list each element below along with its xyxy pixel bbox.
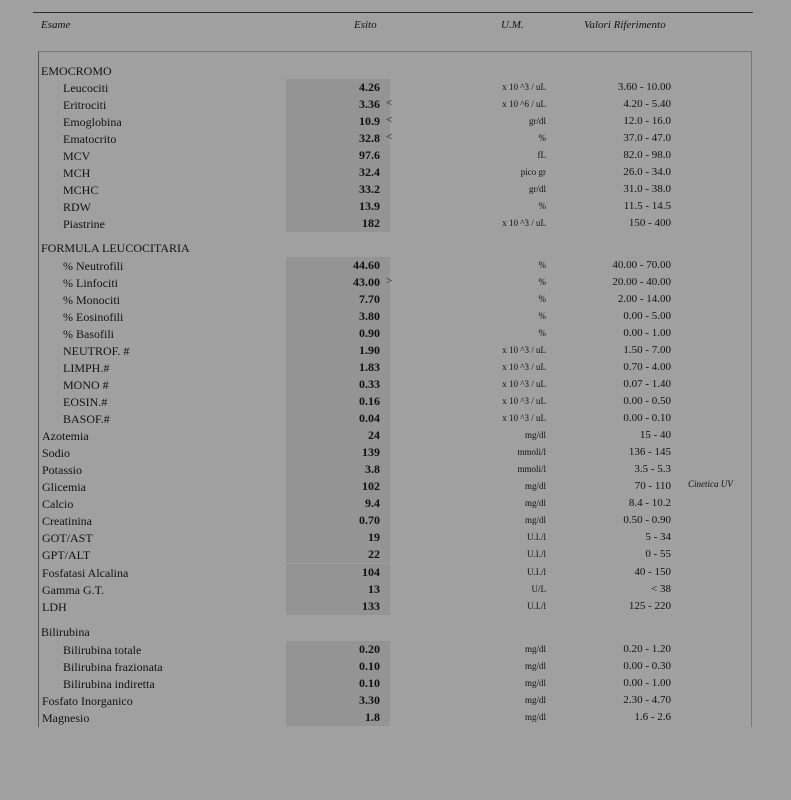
reference-range: 11.5 - 14.5 <box>623 200 671 212</box>
result-value: 10.9 <box>359 114 380 128</box>
test-name: Potassio <box>42 463 83 477</box>
test-name: Ematocrito <box>63 132 117 146</box>
result-row <box>0 198 791 215</box>
unit-of-measure: U.I./l <box>527 549 546 559</box>
header-exam: Esame <box>41 19 71 31</box>
reference-range: 2.30 - 4.70 <box>623 694 671 706</box>
result-value: 4.26 <box>359 80 380 94</box>
result-row <box>0 274 791 291</box>
test-name: LIMPH.# <box>63 361 110 375</box>
test-name: EOSIN.# <box>63 395 108 409</box>
reference-range: 40.00 - 70.00 <box>612 259 671 271</box>
unit-of-measure: U.I./l <box>527 601 546 611</box>
result-value: 182 <box>362 216 380 230</box>
result-value: 24 <box>368 428 380 442</box>
unit-of-measure: mmoli/l <box>517 464 546 474</box>
test-name: Bilirubina indiretta <box>63 677 155 691</box>
result-value: 104 <box>362 565 380 579</box>
result-value: 22 <box>368 547 380 561</box>
reference-range: 0 - 55 <box>645 548 671 560</box>
reference-range: 125 - 220 <box>628 600 671 612</box>
result-value: 97.6 <box>359 148 380 162</box>
result-row <box>0 495 791 512</box>
result-row <box>0 546 791 563</box>
result-row <box>0 147 791 164</box>
result-row <box>0 658 791 675</box>
reference-range: 150 - 400 <box>628 217 671 229</box>
unit-of-measure: mg/dl <box>524 712 546 722</box>
reference-range: 1.50 - 7.00 <box>623 344 671 356</box>
test-name: Bilirubina totale <box>63 643 142 657</box>
reference-range: 8.4 - 10.2 <box>628 497 671 509</box>
unit-of-measure: mg/dl <box>524 481 546 491</box>
result-row <box>0 709 791 726</box>
result-row <box>0 410 791 427</box>
result-value: 0.33 <box>359 377 380 391</box>
result-value: 1.83 <box>359 360 380 374</box>
unit-of-measure: mg/dl <box>524 430 546 440</box>
reference-range: 3.5 - 5.3 <box>634 463 671 475</box>
result-value: 0.04 <box>359 411 380 425</box>
unit-of-measure: mg/dl <box>524 678 546 688</box>
result-row <box>0 164 791 181</box>
reference-range: 40 - 150 <box>634 566 671 578</box>
result-row <box>0 393 791 410</box>
result-value: 3.36 <box>359 97 380 111</box>
result-row <box>0 581 791 598</box>
reference-range: 1.6 - 2.6 <box>634 711 671 723</box>
unit-of-measure: U.I./l <box>527 567 546 577</box>
test-name: % Eosinofili <box>63 310 124 324</box>
result-row <box>0 96 791 113</box>
unit-of-measure: mg/dl <box>524 515 546 525</box>
test-name: Sodio <box>42 446 71 460</box>
result-value: 3.30 <box>359 693 380 707</box>
unit-of-measure: x 10 ^3 / uL <box>502 379 546 389</box>
result-value: 13 <box>368 582 380 596</box>
reference-range: 20.00 - 40.00 <box>612 276 671 288</box>
reference-range: 0.70 - 4.00 <box>623 361 671 373</box>
result-value: 0.10 <box>359 676 380 690</box>
result-row <box>0 529 791 546</box>
result-flag: > <box>386 275 393 287</box>
header-rule <box>33 12 753 13</box>
result-value: 33.2 <box>359 182 380 196</box>
result-row <box>0 427 791 444</box>
result-value: 0.70 <box>359 513 380 527</box>
unit-of-measure: % <box>538 201 546 211</box>
unit-of-measure: gr/dl <box>529 184 546 194</box>
result-value: 139 <box>362 445 380 459</box>
unit-of-measure: % <box>538 260 546 270</box>
result-value: 43.00 <box>353 275 380 289</box>
test-name: MCV <box>63 149 91 163</box>
test-name: Leucociti <box>63 81 109 95</box>
result-row <box>0 444 791 461</box>
reference-range: 0.20 - 1.20 <box>623 643 671 655</box>
result-row <box>0 291 791 308</box>
result-row <box>0 181 791 198</box>
unit-of-measure: U.I./l <box>527 532 546 542</box>
result-row <box>0 215 791 232</box>
test-name: % Monociti <box>63 293 120 307</box>
reference-range: 0.50 - 0.90 <box>623 514 671 526</box>
reference-range: < 38 <box>651 583 671 595</box>
unit-of-measure: % <box>538 294 546 304</box>
unit-of-measure: mg/dl <box>524 661 546 671</box>
result-value: 0.90 <box>359 326 380 340</box>
result-row <box>0 113 791 130</box>
unit-of-measure: % <box>538 328 546 338</box>
reference-range: 37.0 - 47.0 <box>623 132 671 144</box>
test-name: Azotemia <box>42 429 89 443</box>
result-row <box>0 308 791 325</box>
reference-range: 0.07 - 1.40 <box>623 378 671 390</box>
test-name: Eritrociti <box>63 98 107 112</box>
reference-range: 70 - 110 <box>634 480 671 492</box>
header-result: Esito <box>354 19 377 31</box>
result-row <box>0 359 791 376</box>
result-flag: < <box>386 114 393 126</box>
test-name: Emoglobina <box>63 115 122 129</box>
result-value: 0.10 <box>359 659 380 673</box>
test-name: MONO # <box>63 378 109 392</box>
result-row <box>0 325 791 342</box>
result-value: 19 <box>368 530 380 544</box>
reference-range: 82.0 - 98.0 <box>623 149 671 161</box>
test-name: RDW <box>63 200 91 214</box>
reference-range: 0.00 - 1.00 <box>623 677 671 689</box>
result-row <box>0 564 791 581</box>
result-value: 44.60 <box>353 258 380 272</box>
result-row <box>0 692 791 709</box>
test-name: MCHC <box>63 183 99 197</box>
result-row <box>0 461 791 478</box>
unit-of-measure: U/L <box>531 584 546 594</box>
test-name: Calcio <box>42 497 74 511</box>
reference-range: 0.00 - 0.50 <box>623 395 671 407</box>
result-value: 32.8 <box>359 131 380 145</box>
reference-range: 2.00 - 14.00 <box>617 293 671 305</box>
result-value: 0.16 <box>359 394 380 408</box>
section-heading: FORMULA LEUCOCITARIA <box>41 241 190 255</box>
reference-range: 3.60 - 10.00 <box>617 81 671 93</box>
unit-of-measure: x 10 ^3 / uL <box>502 362 546 372</box>
unit-of-measure: mg/dl <box>524 695 546 705</box>
result-value: 1.8 <box>365 710 380 724</box>
test-name: % Linfociti <box>63 276 118 290</box>
test-name: MCH <box>63 166 91 180</box>
reference-range: 15 - 40 <box>639 429 671 441</box>
reference-range: 0.00 - 5.00 <box>623 310 671 322</box>
test-name: BASOF.# <box>63 412 110 426</box>
unit-of-measure: x 10 ^3 / uL <box>502 82 546 92</box>
result-row <box>0 641 791 658</box>
unit-of-measure: x 10 ^3 / uL <box>502 218 546 228</box>
test-name: GPT/ALT <box>42 548 91 562</box>
test-name: Piastrine <box>63 217 105 231</box>
result-value: 3.80 <box>359 309 380 323</box>
unit-of-measure: x 10 ^3 / uL <box>502 413 546 423</box>
reference-range: 4.20 - 5.40 <box>623 98 671 110</box>
section-heading: Bilirubina <box>41 625 90 639</box>
result-row <box>0 675 791 692</box>
result-value: 102 <box>362 479 380 493</box>
test-name: Magnesio <box>42 711 90 725</box>
result-value: 13.9 <box>359 199 380 213</box>
result-row <box>0 257 791 274</box>
result-value: 7.70 <box>359 292 380 306</box>
test-name: Bilirubina frazionata <box>63 660 163 674</box>
reference-range: 0.00 - 1.00 <box>623 327 671 339</box>
test-name: % Neutrofili <box>63 259 124 273</box>
method-note: Cinetica UV <box>688 479 733 489</box>
test-name: GOT/AST <box>42 531 93 545</box>
result-row <box>0 342 791 359</box>
test-name: Glicemia <box>42 480 86 494</box>
reference-range: 0.00 - 0.10 <box>623 412 671 424</box>
reference-range: 31.0 - 38.0 <box>623 183 671 195</box>
result-row <box>0 598 791 615</box>
unit-of-measure: fL <box>537 150 546 160</box>
test-name: Fosfatasi Alcalina <box>42 566 129 580</box>
unit-of-measure: x 10 ^3 / uL <box>502 345 546 355</box>
result-value: 133 <box>362 599 380 613</box>
result-value: 1.90 <box>359 343 380 357</box>
test-name: Gamma G.T. <box>42 583 105 597</box>
reference-range: 136 - 145 <box>628 446 671 458</box>
result-row <box>0 79 791 96</box>
result-row <box>0 478 791 495</box>
unit-of-measure: mg/dl <box>524 644 546 654</box>
unit-of-measure: x 10 ^6 / uL <box>502 99 546 109</box>
unit-of-measure: x 10 ^3 / uL <box>502 396 546 406</box>
result-row <box>0 512 791 529</box>
result-flag: < <box>386 131 393 143</box>
unit-of-measure: mg/dl <box>524 498 546 508</box>
result-flag: < <box>386 97 393 109</box>
unit-of-measure: % <box>538 133 546 143</box>
section-heading: EMOCROMO <box>41 64 112 78</box>
reference-range: 26.0 - 34.0 <box>623 166 671 178</box>
result-value: 0.20 <box>359 642 380 656</box>
test-name: Creatinina <box>42 514 92 528</box>
unit-of-measure: % <box>538 277 546 287</box>
unit-of-measure: pico gr <box>520 167 546 177</box>
unit-of-measure: mmoli/l <box>517 447 546 457</box>
unit-of-measure: % <box>538 311 546 321</box>
test-name: NEUTROF. # <box>63 344 130 358</box>
unit-of-measure: gr/dl <box>529 116 546 126</box>
header-reference: Valori Riferimento <box>584 19 666 31</box>
test-name: LDH <box>42 600 67 614</box>
test-name: Fosfato Inorganico <box>42 694 133 708</box>
result-row <box>0 376 791 393</box>
result-row <box>0 130 791 147</box>
result-value: 3.8 <box>365 462 380 476</box>
header-unit: U.M. <box>501 19 524 31</box>
result-value: 32.4 <box>359 165 380 179</box>
reference-range: 0.00 - 0.30 <box>623 660 671 672</box>
test-name: % Basofili <box>63 327 114 341</box>
result-value: 9.4 <box>365 496 380 510</box>
reference-range: 5 - 34 <box>645 531 671 543</box>
reference-range: 12.0 - 16.0 <box>623 115 671 127</box>
